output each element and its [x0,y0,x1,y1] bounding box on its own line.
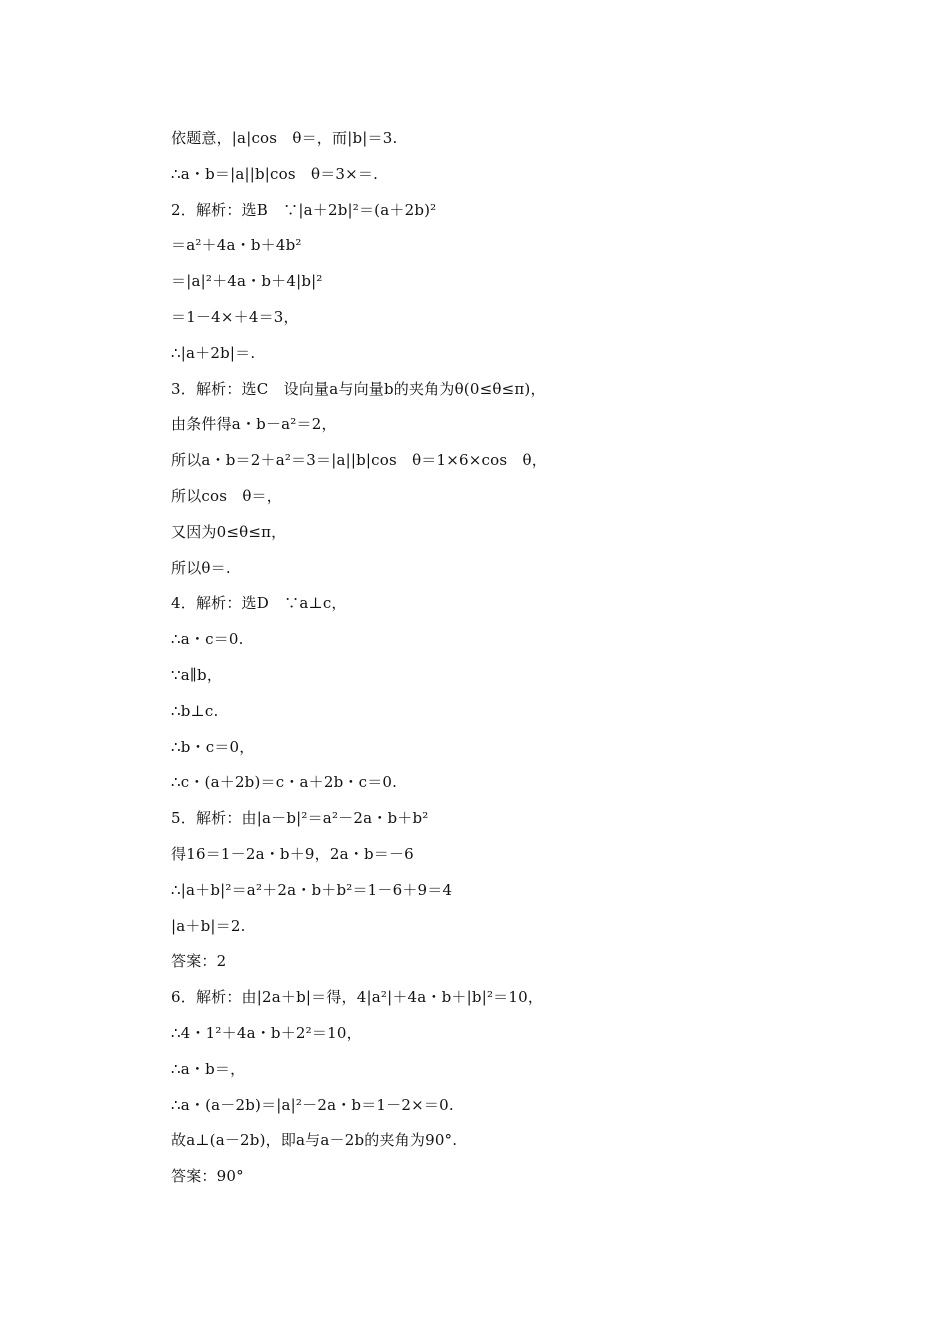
text-line: ∴|a＋2b|＝. [171,343,256,362]
text-line: ∴|a＋b|²＝a²＋2a・b＋b²＝1－6＋9＝4 [171,880,453,899]
text-line: 又因为0≤θ≤π， [171,522,287,541]
text-line: 答案：90° [171,1167,244,1186]
text-line: 3．解析：选C 设向量a与向量b的夹角为θ(0≤θ≤π)， [171,379,546,398]
text-line: ＝a²＋4a・b＋4b² [171,236,302,255]
text-line: ∴a・(a－2b)＝|a|²－2a・b＝1－2×＝0. [171,1095,454,1114]
text-line: ∴a・c＝0. [171,630,244,649]
text-line: 所以cos θ＝， [171,486,282,505]
text-line: ＝|a|²＋4a・b＋4|b|² [171,272,323,291]
text-line: 故a⊥(a－2b)，即a与a－2b的夹角为90°. [171,1131,458,1150]
text-line: ∴4・1²＋4a・b＋2²＝10， [171,1023,362,1042]
solution-text [171,124,811,1198]
text-line: ∴a・b＝|a||b|cos θ＝3×＝. [171,164,379,183]
text-line: 依题意，|a|cos θ＝，而|b|＝3. [171,129,398,147]
text-line: ∴c・(a＋2b)＝c・a＋2b・c＝0. [171,773,398,792]
text-line: 所以a・b＝2＋a²＝3＝|a||b|cos θ＝1×6×cos θ， [171,451,547,470]
text-line: ∵a∥b， [171,665,223,684]
text-line: 由条件得a・b－a²＝2， [171,415,337,434]
text-line: 4．解析：选D ∵a⊥c， [171,594,347,613]
text-line: 所以θ＝. [171,558,231,577]
text-line: 6．解析：由|2a＋b|＝得，4|a²|＋4a・b＋|b|²＝10， [171,988,544,1007]
text-line: ∴b⊥c. [171,701,219,720]
text-line: ∴a・b＝， [171,1059,246,1078]
text-line: 得16＝1－2a・b＋9，2a・b＝－6 [171,844,414,863]
text-line: 5．解析：由|a－b|²＝a²－2a・b＋b² [171,809,429,828]
text-line: 2．解析：选B ∵|a＋2b|²＝(a＋2b)² [171,200,437,219]
text-line: ∴b・c＝0， [171,737,255,756]
text-line: 答案：2 [171,952,227,971]
text-line: |a＋b|＝2. [171,916,246,935]
text-line: ＝1－4×＋4＝3， [171,307,299,326]
